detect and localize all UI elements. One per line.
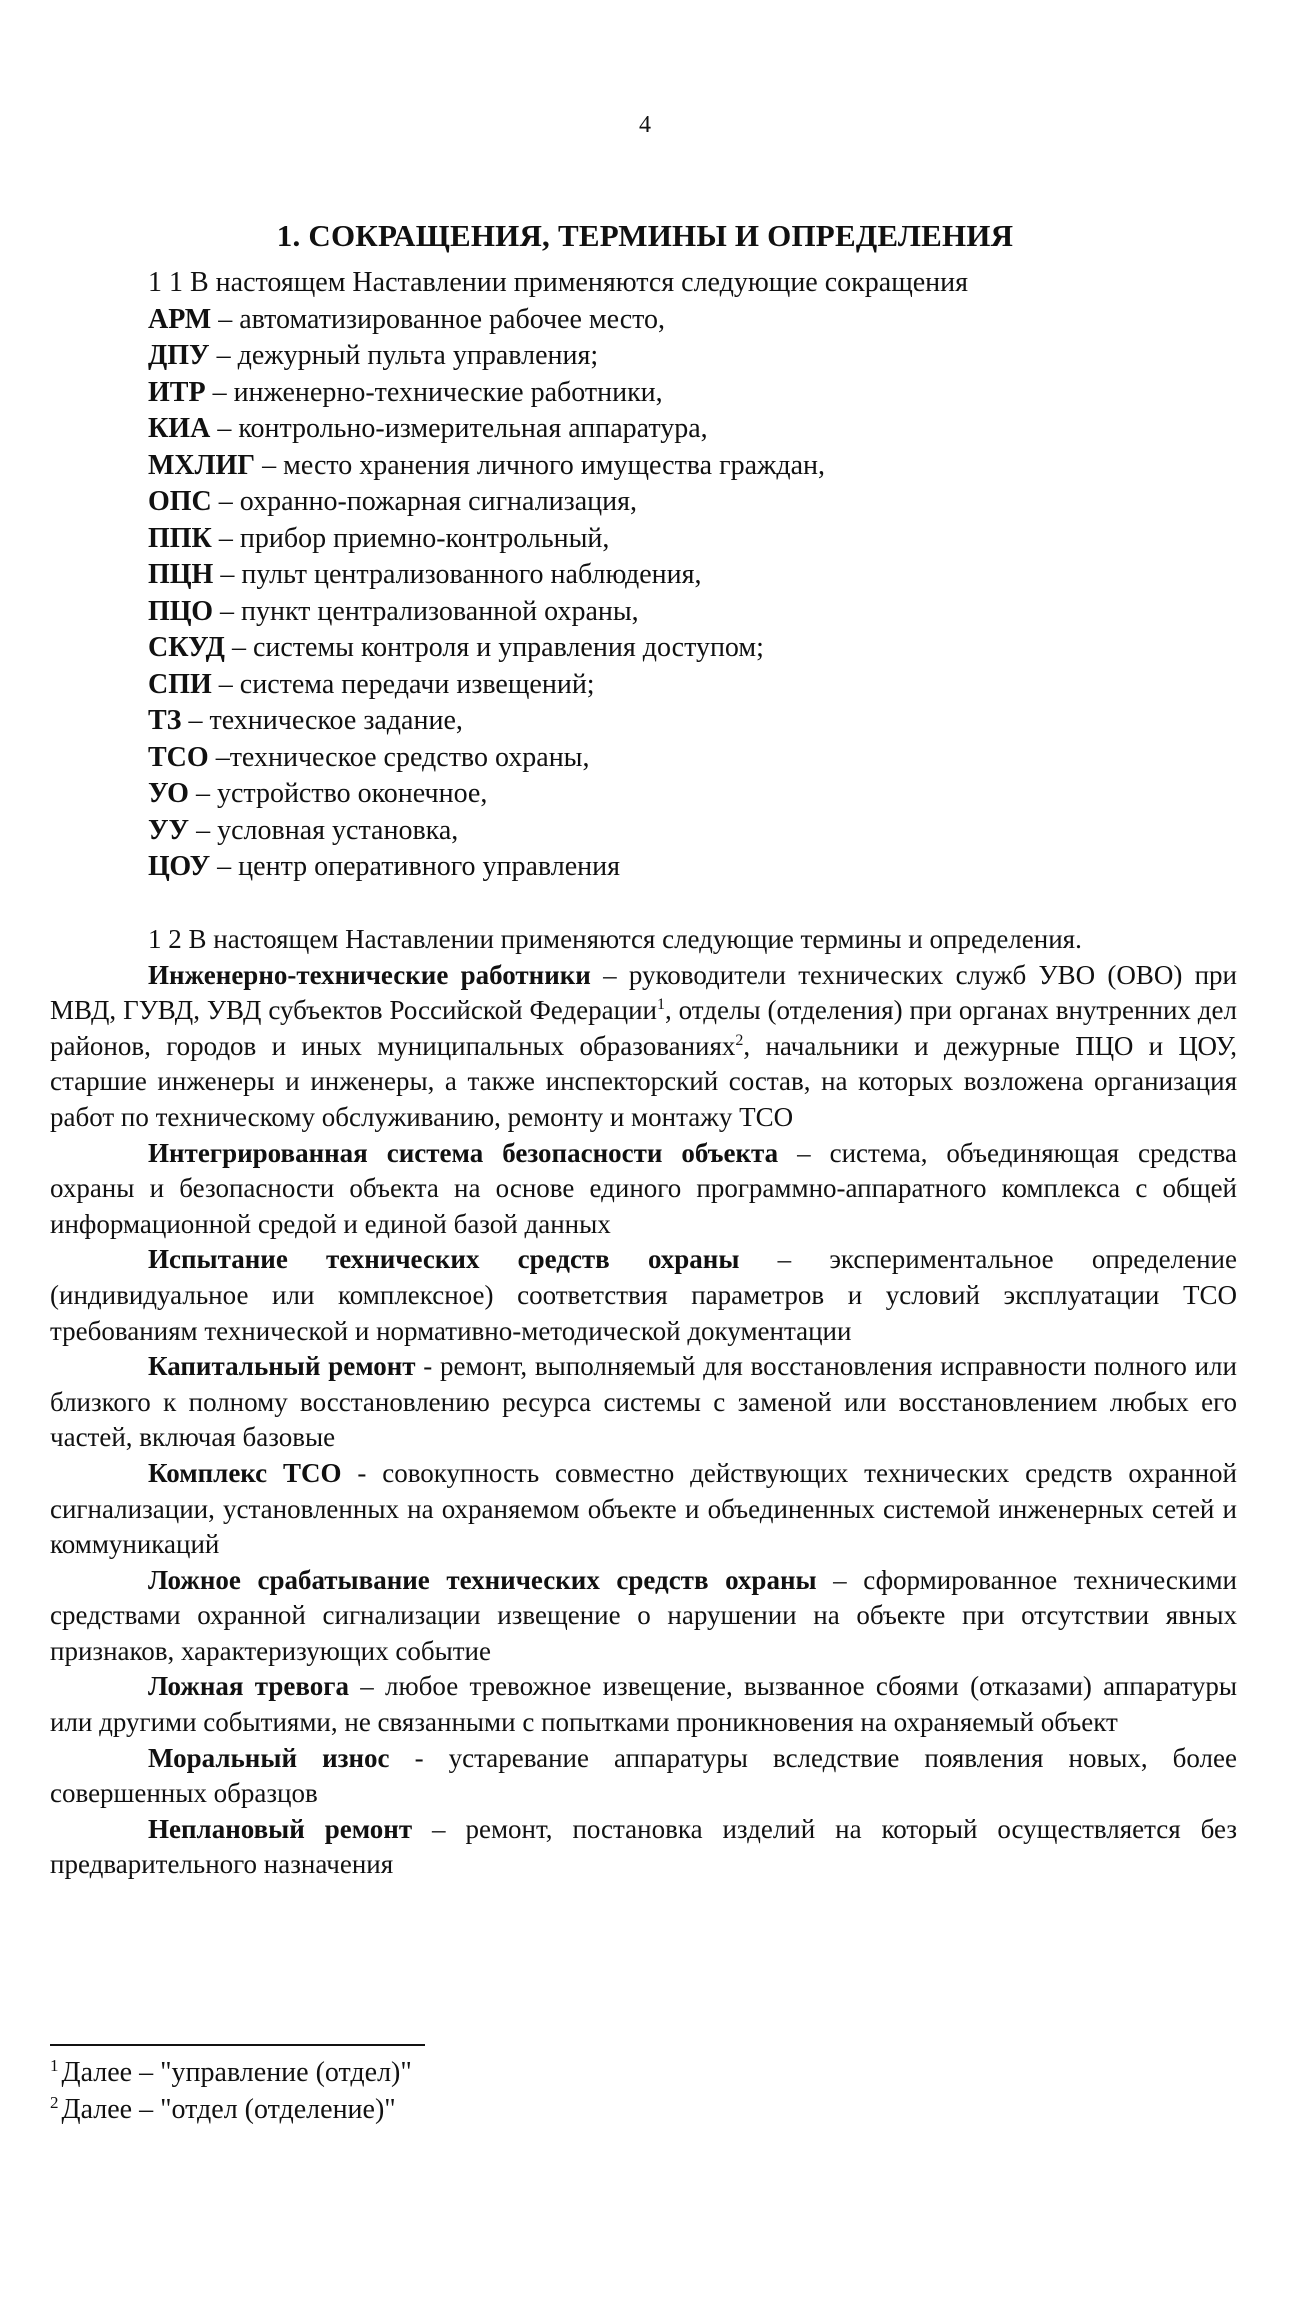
term-paragraph [50,1563,1237,1670]
abbreviation-item [148,302,1228,339]
term-paragraph [50,958,1237,1136]
footnote-mark: 1 [50,2055,59,2075]
abbreviation-definition: – условная установка, [189,814,459,846]
abbreviation-term: КИА [148,413,211,444]
abbreviation-term: ДПУ [148,340,210,371]
terms-section [50,922,1237,1883]
page-number: 4 [639,112,651,138]
abbreviation-term: ППК [148,522,212,554]
abbreviation-item [148,667,1228,704]
abbreviation-definition: – пункт централизованной охраны, [212,595,639,627]
term-definition: - устаревание аппаратуры вследствие появления новых, более совершенных образцов [50,1742,1237,1809]
term-name: Капитальный ремонт [148,1351,416,1382]
term-paragraph [50,1456,1237,1563]
term-paragraph [50,1242,1237,1349]
abbreviations-list [148,302,1228,886]
footnotes [50,2054,412,2128]
abbreviation-definition: – место хранения личного имущества граждан, [255,449,825,481]
abbreviation-definition: –техническое средство охраны, [208,741,590,773]
footnote-text: Далее – "отдел (отделение)" [61,2094,396,2125]
abbreviation-term: ОПС [148,486,212,517]
footnote-reference[interactable]: 1 [656,996,665,1014]
abbreviation-item [148,448,1228,485]
abbreviation-item [148,813,1228,850]
term-name: Комплекс ТСО [148,1457,342,1488]
footnote-item [50,2054,412,2091]
abbreviation-item [148,630,1228,667]
abbreviation-item [148,375,1228,412]
term-definition: – сформированное техническими средствами охранной сигнализации извещение о нарушении на объекте при отсутствии явных признаков, характеризующих событие [50,1564,1237,1666]
abbreviation-term: ТСО [148,741,209,773]
abbreviation-item [148,740,1228,777]
abbreviation-item [148,484,1228,521]
term-definition: , отделы (отделения) при органах внутренних дел районов, городов и иных муниципальных образованиях [50,995,1238,1061]
footnote-item [50,2091,412,2128]
term-definition: – руководители технических служб УВО (ОВО) при МВД, ГУВД, УВД субъектов Российской Федерации [50,959,1237,1026]
abbreviation-item [148,521,1228,558]
abbreviation-term: УУ [148,814,190,846]
terms-intro: 1 2 В настоящем Наставлении применяются следующие термины и определения. [148,924,1082,954]
term-definition: – система, объединяющая средства охраны и безопасности объекта на основе единого программно-аппаратного комплекса с общей информационной средой и единой базой данных [50,1137,1237,1239]
term-definition: – ремонт, постановка изделий на который осуществляется без предварительного назначения [50,1813,1237,1880]
term-name: Интегрированная система безопасности объекта [148,1137,779,1168]
abbreviation-definition: – автоматизированное рабочее место, [211,303,666,335]
abbreviation-term: СКУД [148,632,225,663]
term-name: Испытание технических средств охраны [148,1244,740,1275]
footnote-reference[interactable]: 2 [735,1031,744,1049]
term-name: Моральный износ [148,1742,390,1773]
abbreviation-item [148,776,1228,813]
section-title: 1. СОКРАЩЕНИЯ, ТЕРМИНЫ И ОПРЕДЕЛЕНИЯ [276,218,1014,253]
abbreviation-definition: – контрольно-измерительная аппаратура, [210,413,708,444]
abbreviation-term: УО [148,778,189,809]
abbreviation-item [148,849,1228,886]
term-paragraph [50,1741,1237,1812]
abbreviation-term: АРМ [148,303,212,335]
term-definition: , начальники и дежурные ПЦО и ЦОУ, старшие инженеры и инженеры, а также инспекторский состав, на которых возложена организация работ по техническому обслуживанию, ремонту и монтажу ТСО [50,1030,1237,1132]
term-definition: - ремонт, выполняемый для восстановления исправности полного или близкого к полному восстановлению ресурса системы с заменой или восстановлением любых его частей, включая базовые [50,1351,1237,1453]
abbreviation-definition: – дежурный пульта управления; [209,340,599,371]
term-name: Неплановый ремонт [148,1813,413,1844]
abbreviation-term: СПИ [148,668,212,700]
term-name: Инженерно-технические работники [148,959,591,990]
term-definition: - совокупность совместно действующих технических средств охранной сигнализации, установленных на охраняемом объекте и объединенных системой инженерных сетей и коммуникаций [50,1457,1237,1560]
term-paragraph [50,1349,1237,1456]
term-name: Ложное срабатывание технических средств охраны [148,1564,817,1595]
abbreviation-term: ИТР [148,376,206,408]
abbreviation-term: МХЛИГ [148,449,256,481]
abbreviation-term: ПЦН [148,559,214,590]
abbreviation-item [148,594,1228,631]
term-definition: – любое тревожное извещение, вызванное сбоями (отказами) аппаратуры или другими событиями, не связанными с попытками проникновения на охраняемый объект [50,1671,1238,1738]
abbreviation-term: ЦОУ [148,851,211,882]
abbreviation-definition: – система передачи извещений; [211,668,595,700]
footnote-text: Далее – "управление (отдел)" [61,2057,412,2088]
term-paragraph [50,1669,1237,1740]
abbreviation-item [148,411,1228,448]
abbreviations-intro: 1 1 В настоящем Наставлении применяются следующие сокращения [148,267,969,298]
abbreviation-definition: – центр оперативного управления [210,851,620,882]
term-name: Ложная тревога [148,1671,350,1702]
abbreviation-definition: – техническое задание, [181,705,463,736]
abbreviation-item [148,703,1228,740]
footnote-mark: 2 [50,2092,59,2112]
abbreviations-section [148,265,1228,886]
abbreviation-definition: – инженерно-технические работники, [205,376,663,408]
abbreviation-definition: – системы контроля и управления доступом; [224,632,764,663]
abbreviation-term: ПЦО [148,595,213,627]
abbreviation-item [148,338,1228,375]
abbreviation-definition: – устройство оконечное, [188,778,488,809]
term-paragraph [50,1136,1237,1243]
abbreviation-term: ТЗ [148,705,182,736]
term-paragraph [50,1812,1237,1883]
abbreviation-item [148,557,1228,594]
abbreviation-definition: – охранно-пожарная сигнализация, [211,486,638,517]
abbreviation-definition: – прибор приемно-контрольный, [211,522,610,554]
term-definition: – экспериментальное определение (индивидуальное или комплексное) соответствия параметров и условий эксплуатации ТСО требованиям технической и нормативно-методической документации [50,1244,1237,1346]
footnote-divider [50,2044,425,2046]
abbreviation-definition: – пульт централизованного наблюдения, [213,559,702,590]
